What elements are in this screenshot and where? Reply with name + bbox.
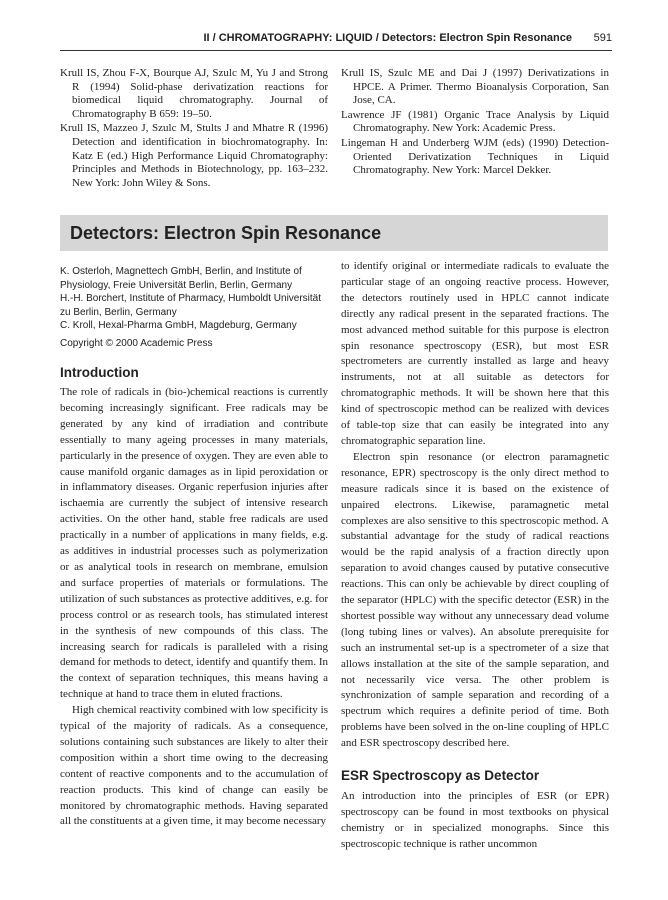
introduction-heading: Introduction xyxy=(60,365,139,380)
body-paragraph: High chemical reactivity combined with low specificity is typical of the majority of radicals. As a consequence, solutions containing such substances are likely to alter their composition within a short time owing to the decreasing content of reactive components and to the accumulation of reaction products. This kind of change can easily be monitored by chromatographic methods. Having separated all the constituents at a given time, it may become necessary xyxy=(60,704,328,828)
article-title: Detectors: Electron Spin Resonance xyxy=(70,223,382,243)
author-affiliation: C. Kroll, Hexal-Pharma GmbH, Magdeburg, Germany xyxy=(60,320,297,331)
reference-item: Lawrence JF (1981) Organic Trace Analysis by Liquid Chromatography. New York: Academic Press. xyxy=(341,108,609,135)
body-paragraph: An introduction into the principles of ESR (or EPR) spectroscopy can be found in most textbooks on physical chemistry or in specialized monographs. Since this spectroscopic technique is rather uncommon xyxy=(341,790,609,850)
author-affiliation: K. Osterloh, Magnettech GmbH, Berlin, and Institute of Physiology, Freie Universität Berlin, Berlin, Germany xyxy=(60,266,302,291)
body-paragraph: to identify original or intermediate radicals to evaluate the particular stage of an ongoing reactive process. However, the detectors routinely used in HPLC cannot indicate directly any radical present in the separated fractions. The most advanced method suitable for this purpose is electron spin resonance spectroscopy (ESR), but most ESR spectrometers are currently installed as large and heavy instruments, not at all suitable as detectors for chromatographic methods. It will be shown here that this kind of spectroscopic method can be realized with devices of table-top size that can easily be integrated into any chromatographic separation line. xyxy=(341,260,609,447)
article-title-bar xyxy=(60,215,608,251)
right-body-column xyxy=(341,259,609,853)
esr-heading: ESR Spectroscopy as Detector xyxy=(341,768,540,784)
body-paragraph: The role of radicals in (bio-)chemical reactions is currently becoming increasingly significant. Free radicals may be generated by any kind of irradiation and contribute essentially to many ageing processes in many materials, particularly in the presence of oxygen. They are even able to cause manifold organic damages as in lipid peroxidation or in inflammatory diseases. Organic reperfusion injuries after ischaemia are currently the subject of intensive research activities. On the other hand, stable free radicals are used practically in a number of applications in many fields, e.g. as additives in industrial processes such as polymerization or as analytical tools in research on membrane, emulsion and surface properties of materials or formulations. The utilization of such substances as protective additives, e.g. for process control or as research tools, has stimulated interest in the synthesis of new compounds of this class. The increasing search for radicals is paralleled with a rising demand for methods to detect, identify and quantify them. In the context of separation techniques, this means having a technique at hand to trace them in eluted fractions. xyxy=(60,386,328,701)
left-body-column xyxy=(60,265,328,830)
reference-item: Krull IS, Mazzeo J, Szulc M, Stults J and Mhatre R (1996) Detection and identification in biochromatography. In: Katz E (ed.) High Performance Liquid Chromatography: Principles and Methods in Biotechnology, pp. 163–232. New York: John Wiley & Sons. xyxy=(60,122,328,189)
running-title: II / CHROMATOGRAPHY: LIQUID / Detectors: Electron Spin Resonance xyxy=(203,32,572,44)
reference-item: Lingeman H and Underberg WJM (eds) (1990) Detection-Oriented Derivatization Techniques in Liquid Chromatography. New York: Marcel Dekker. xyxy=(341,136,609,177)
body-paragraph: Electron spin resonance (or electron paramagnetic resonance, EPR) spectroscopy is the only direct method to measure radicals since it is based on the existence of unpaired electrons. Likewise, paramagnetic metal complexes are also sensitive to this spectroscopic method. A substantial advantage for the study of radical reactions would be the rapid analysis of a fraction directly upon separation to avoid changes caused by putative consecutive reactions. This can only be achievable by direct coupling of the separator (HPLC) with the specific detector (ESR) in the shortest possible way without any unnecessary dead volume (long tubing lines or valves). An absolute prerequisite for such an instrumental set-up is a spectrometer of a size that allows installation at the site of the sample separation, and not necessarily vice versa. The other problem is synchronization of sample separation and recording of a spectrum which requires a definite period of time. Both problems have been solved in the on-line coupling of HPLC and ESR spectroscopy described here. xyxy=(341,450,609,750)
copyright-notice: Copyright © 2000 Academic Press xyxy=(60,337,213,349)
page-number: 591 xyxy=(593,32,612,44)
reference-item: Krull IS, Zhou F-X, Bourque AJ, Szulc M, Yu J and Strong R (1994) Solid-phase derivatization reactions for biomedical liquid chromatography. Journal of Chromatography B 659: 19–50. xyxy=(60,67,328,120)
reference-item: Krull IS, Szulc ME and Dai J (1997) Derivatizations in HPCE. A Primer. Thermo Bioanalysis Corporation, San Jose, CA. xyxy=(341,67,609,107)
references-right-column xyxy=(341,67,609,179)
references-left-column xyxy=(60,67,328,191)
author-affiliation: H.-H. Borchert, Institute of Pharmacy, Humboldt Universität zu Berlin, Berlin, Germany xyxy=(60,293,322,318)
running-header xyxy=(60,30,612,51)
